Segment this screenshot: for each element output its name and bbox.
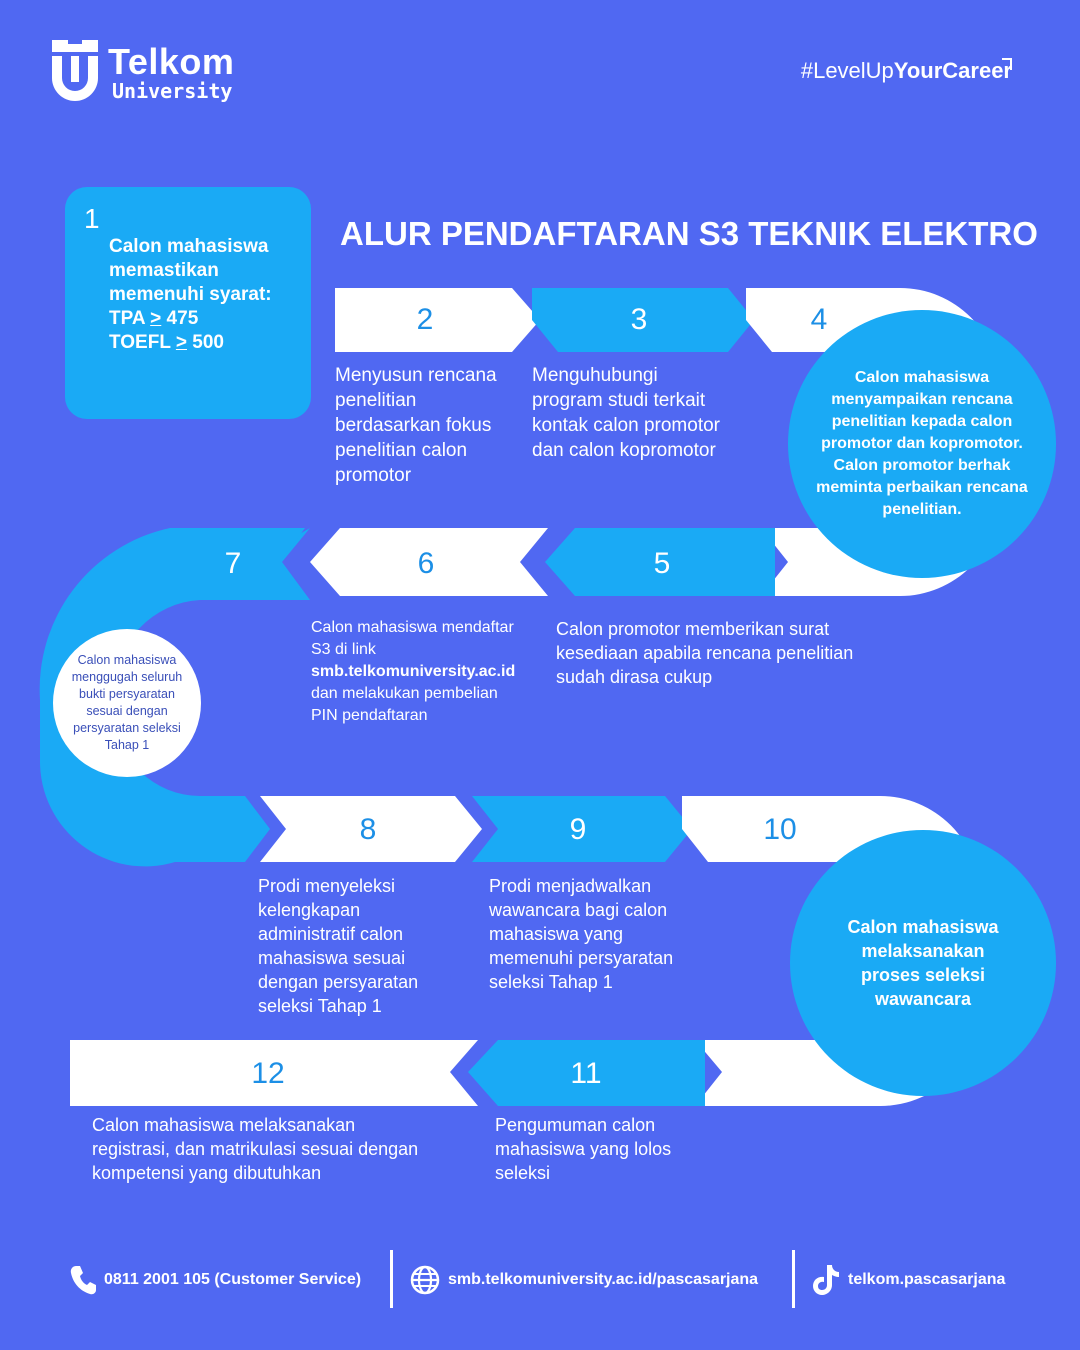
desc-line: Calon mahasiswa melaksanakan: [92, 1115, 356, 1135]
circle-line: Calon mahasiswa: [77, 653, 177, 667]
footer-tiktok[interactable]: [812, 1262, 1005, 1298]
step-7-number: 7: [224, 547, 242, 580]
step-9-desc: [489, 874, 673, 994]
desc-line: dan melakukan pembelian: [311, 685, 498, 702]
desc-line: wawancara bagi calon: [489, 900, 668, 920]
hashtag-bold: YourCareer: [893, 58, 1012, 83]
telkom-logo: [52, 40, 252, 104]
desc-line: registrasi, dan matrikulasi sesuai dengan: [92, 1139, 419, 1159]
step-6-number: 6: [417, 547, 435, 580]
step-3-desc: [532, 363, 720, 463]
desc-line: penelitian: [335, 390, 417, 411]
circle-line: bukti persyaratan: [79, 687, 175, 701]
desc-line: penelitian calon: [335, 440, 468, 461]
desc-line: Menguhubungi: [532, 365, 658, 386]
step-12-desc: [92, 1113, 418, 1185]
logo-name: Telkom: [108, 41, 235, 82]
req-symbol: >: [150, 308, 162, 329]
hashtag: [801, 58, 1012, 84]
circle-line: penelitian.: [882, 501, 962, 518]
req-label: TPA: [109, 308, 151, 329]
step-1-req-toefl: [109, 331, 272, 355]
req-symbol: >: [175, 332, 187, 353]
corner-bracket-icon: [1002, 58, 1012, 70]
step-4-number: 4: [810, 303, 828, 336]
circle-line: menyampaikan rencana: [831, 391, 1013, 408]
footer-divider: [792, 1250, 795, 1308]
circle-line: Tahap 1: [104, 738, 150, 752]
step-10-circle: [790, 830, 1056, 1096]
step-1-line: memastikan: [109, 260, 219, 281]
footer-website[interactable]: [410, 1262, 758, 1298]
circle-line: penelitian kepada calon: [831, 413, 1013, 430]
registration-link[interactable]: smb.telkomuniversity.ac.id: [311, 663, 516, 680]
circle-line: proses seleksi: [860, 965, 986, 985]
desc-line: Menyusun rencana: [335, 365, 497, 386]
desc-line: program studi terkait: [532, 390, 706, 411]
step-1-req-tpa: [109, 307, 272, 331]
desc-line: kesediaan apabila rencana penelitian: [556, 643, 854, 663]
circle-line: melaksanakan: [861, 941, 985, 961]
desc-line: Prodi menjadwalkan: [489, 876, 652, 896]
circle-line: promotor dan kopromotor.: [821, 435, 1023, 452]
step-6-desc: [311, 617, 515, 727]
step-8-desc: [258, 874, 418, 1018]
hashtag-prefix: #LevelUp: [800, 58, 894, 83]
circle-line: persyaratan seleksi: [73, 721, 181, 735]
step-1-line: memenuhi syarat:: [109, 284, 272, 305]
phone-icon: [70, 1265, 96, 1295]
step-3-number: 3: [630, 303, 648, 336]
step-1-text: [109, 235, 272, 355]
telkom-logo-icon: [52, 40, 98, 102]
desc-line: dan calon kopromotor: [532, 440, 716, 461]
desc-line: Calon mahasiswa mendaftar: [311, 619, 514, 636]
desc-line: Prodi menyeleksi: [258, 876, 396, 896]
circle-line: sesuai dengan: [86, 704, 168, 718]
desc-line: memenuhi persyaratan: [489, 948, 674, 968]
desc-line: kompetensi yang dibutuhkan: [92, 1163, 322, 1183]
website-text: smb.telkomuniversity.ac.id/pascasarjana: [448, 1271, 759, 1288]
logo-sub: University: [112, 79, 233, 103]
desc-line: kontak calon promotor: [532, 415, 720, 436]
step-5-desc: [556, 617, 853, 689]
desc-line: PIN pendaftaran: [311, 707, 428, 724]
tiktok-text: telkom.pascasarjana: [848, 1271, 1006, 1288]
desc-line: seleksi: [495, 1163, 551, 1183]
desc-line: mahasiswa yang lolos: [495, 1139, 672, 1159]
step-4-circle: [788, 310, 1056, 578]
step-12-number: 12: [251, 1057, 285, 1090]
step-10-number: 10: [763, 813, 797, 846]
desc-line: kelengkapan: [258, 900, 361, 920]
step-2-desc: [335, 363, 497, 488]
desc-line: seleksi Tahap 1: [258, 996, 382, 1016]
step-5-number: 5: [653, 547, 671, 580]
step-7-circle: [53, 629, 201, 777]
req-label: TOEFL: [109, 332, 176, 353]
circle-line: menggugah seluruh: [71, 670, 183, 684]
page-title: ALUR PENDAFTARAN S3 TEKNIK ELEKTRO: [340, 215, 1038, 252]
circle-line: Calon promotor berhak: [833, 457, 1011, 474]
desc-line: dengan persyaratan: [258, 972, 419, 992]
circle-line: Calon mahasiswa: [854, 369, 990, 386]
req-value: 475: [161, 308, 199, 329]
globe-icon: [410, 1265, 440, 1295]
tiktok-icon: [812, 1264, 840, 1296]
desc-line: seleksi Tahap 1: [489, 972, 613, 992]
desc-line: promotor: [335, 465, 412, 486]
circle-line: Calon mahasiswa: [847, 917, 999, 937]
footer-divider: [390, 1250, 393, 1308]
desc-line: Calon promotor memberikan surat: [556, 619, 830, 639]
desc-line: mahasiswa yang: [489, 924, 624, 944]
footer-phone[interactable]: [70, 1262, 361, 1298]
desc-line: S3 di link: [311, 641, 376, 658]
step-2-number: 2: [416, 303, 434, 336]
step-11-number: 11: [570, 1057, 602, 1090]
phone-text: 0811 2001 105 (Customer Service): [104, 1271, 362, 1288]
circle-line: meminta perbaikan rencana: [816, 479, 1028, 496]
desc-line: administratif calon: [258, 924, 404, 944]
step-1-line: Calon mahasiswa: [109, 236, 269, 257]
step-11-desc: [495, 1113, 671, 1185]
circle-line: wawancara: [874, 989, 972, 1009]
req-value: 500: [186, 332, 224, 353]
desc-line: berdasarkan fokus: [335, 415, 492, 436]
desc-line: sudah dirasa cukup: [556, 667, 713, 687]
step-1-number: 1: [84, 203, 100, 234]
step-1-box: [65, 187, 311, 419]
desc-line: Pengumuman calon: [495, 1115, 656, 1135]
step-8-number: 8: [359, 813, 377, 846]
step-9-number: 9: [569, 813, 587, 846]
desc-line: mahasiswa sesuai: [258, 948, 406, 968]
